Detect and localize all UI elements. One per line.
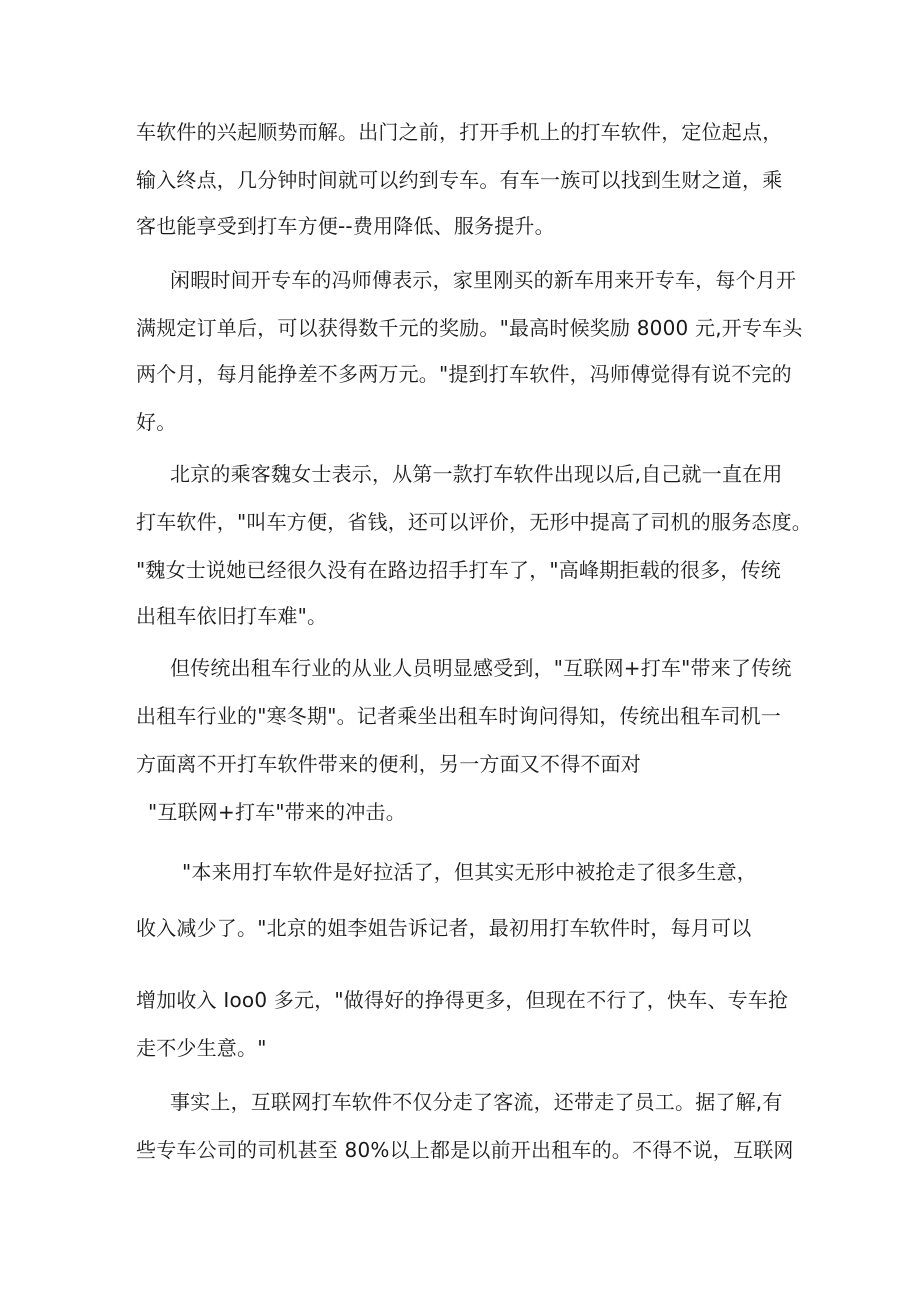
paragraph-line: 出租车依旧打车难"。 <box>136 604 328 628</box>
paragraph-line: 客也能享受到打车方便--费用降低、服务提升。 <box>136 214 555 238</box>
paragraph-line: 些专车公司的司机甚至 80%以上都是以前开出租车的。不得不说，互联网 <box>136 1138 794 1162</box>
paragraph-line: 车软件的兴起顺势而解。出门之前，打开手机上的打车软件，定位起点， <box>136 120 783 144</box>
paragraph-line: 事实上，互联网打车软件不仅分走了客流，还带走了员工。据了解,有 <box>170 1090 783 1114</box>
paragraph-line: 北京的乘客魏女士表示，从第一款打车软件出现以后,自己就一直在用 <box>170 462 783 486</box>
paragraph-line: 好。 <box>136 410 177 434</box>
paragraph-line: 但传统出租车行业的从业人员明显感受到，"互联网+打车"带来了传统 <box>170 656 792 680</box>
paragraph-line: 打车软件，"叫车方便，省钱，还可以评价，无形中提高了司机的服务态度。 <box>136 510 812 534</box>
paragraph-line: 增加收入 Ioo0 多元，"做得好的挣得更多，但现在不行了，快车、专车抢 <box>136 988 789 1012</box>
paragraph-line: 出租车行业的"寒冬期"。记者乘坐出租车时询问得知，传统出租车司机一 <box>136 704 781 728</box>
paragraph-line: 走不少生意。" <box>136 1036 267 1060</box>
paragraph-line: 输入终点，几分钟时间就可以约到专车。有车一族可以找到生财之道，乘 <box>136 168 783 192</box>
paragraph-line: 收入减少了。"北京的姐李姐告诉记者，最初用打车软件时，每月可以 <box>136 916 752 940</box>
paragraph-line: 方面离不开打车软件带来的便利，另一方面又不得不面对 <box>136 752 641 776</box>
paragraph-line: "本来用打车软件是好拉活了，但其实无形中被抢走了很多生意， <box>182 860 757 884</box>
paragraph-line: 满规定订单后，可以获得数千元的奖励。"最高时候奖励 8000 元,开专车头 <box>136 316 803 340</box>
paragraph-line: 两个月，每月能挣差不多两万元。"提到打车软件，冯师傅觉得有说不完的 <box>136 362 792 386</box>
paragraph-line: "魏女士说她已经很久没有在路边招手打车了，"高峰期拒载的很多，传统 <box>136 558 781 582</box>
paragraph-line: "互联网+打车"带来的冲击。 <box>148 800 406 824</box>
paragraph-line: 闲暇时间开专车的冯师傅表示，家里刚买的新车用来开专车，每个月开 <box>170 268 797 292</box>
